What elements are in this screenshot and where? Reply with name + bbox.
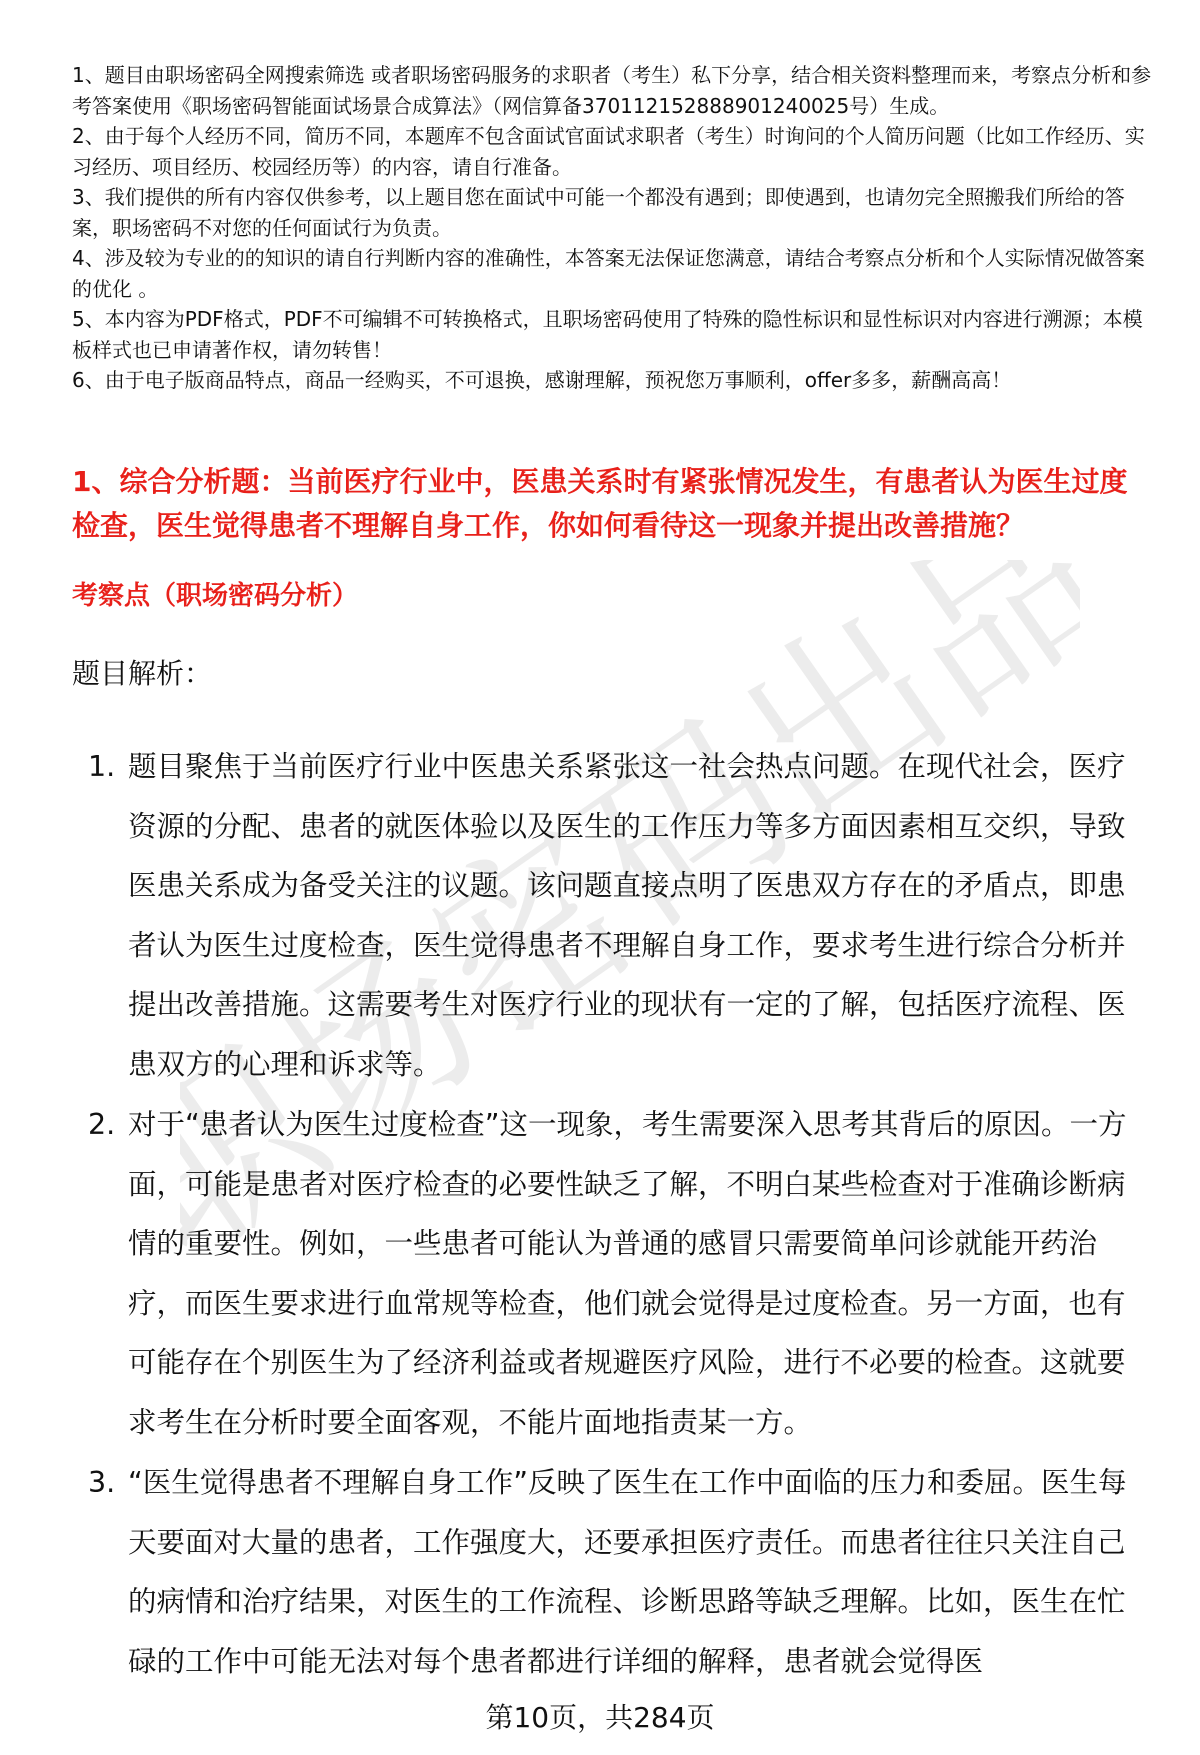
analysis-item	[72, 737, 1152, 1094]
question-heading: 1、综合分析题：当前医疗行业中，医患关系时有紧张情况发生，有患者认为医生过度检查，医生觉得患者不理解自身工作，你如何看待这一现象并提出改善措施？	[72, 465, 1128, 542]
kaocha-heading: 考察点（职场密码分析）	[72, 581, 359, 611]
analysis-item	[72, 1095, 1152, 1452]
page-footer: 第10页，共284页	[485, 1701, 715, 1734]
notice-item: 1、题目由职场密码全网搜索筛选 或者职场密码服务的求职者（考生）私下分享，结合相关资料整理而来，考察点分析和参考答案使用《职场密码智能面试场景合成算法》（网信算备370112152888901240025号）生成。	[72, 63, 1152, 118]
analysis-item-text: 题目聚焦于当前医疗行业中医患关系紧张这一社会热点问题。在现代社会，医疗资源的分配、患者的就医体验以及医生的工作压力等多方面因素相互交织，导致医患关系成为备受关注的议题。该问题直接点明了医患双方存在的矛盾点，即患者认为医生过度检查，医生觉得患者不理解自身工作，要求考生进行综合分析并提出改善措施。这需要考生对医疗行业的现状有一定的了解，包括医疗流程、医患双方的心理和诉求等。	[128, 750, 1126, 1081]
analysis-item-text: “医生觉得患者不理解自身工作”反映了医生在工作中面临的压力和委屈。医生每天要面对大量的患者，工作强度大，还要承担医疗责任。而患者往往只关注自己的病情和治疗结果，对医生的工作流程、诊断思路等缺乏理解。比如，医生在忙碌的工作中可能无法对每个患者都进行详细的解释，患者就会觉得医	[128, 1466, 1127, 1678]
analysis-item-text: 对于“患者认为医生过度检查”这一现象，考生需要深入思考其背后的原因。一方面，可能是患者对医疗检查的必要性缺乏了解，不明白某些检查对于准确诊断病情的重要性。例如，一些患者可能认为普通的感冒只需要简单问诊就能开药治疗，而医生要求进行血常规等检查，他们就会觉得是过度检查。另一方面，也有可能存在个别医生为了经济利益或者规避医疗风险，进行不必要的检查。这就要求考生在分析时要全面客观，不能片面地指责某一方。	[128, 1108, 1127, 1439]
analysis-item-number: 2.	[88, 1108, 116, 1141]
watermark-text: 职场密码出品	[180, 560, 1080, 1260]
notice-item: 3、我们提供的所有内容仅供参考，以上题目您在面试中可能一个都没有遇到；即使遇到，也请勿完全照搬我们所给的答案，职场密码不对您的任何面试行为负责。	[72, 185, 1125, 240]
notice-item: 2、由于每个人经历不同，简历不同，本题库不包含面试官面试求职者（考生）时询问的个人简历问题（比如工作经历、实习经历、项目经历、校园经历等）的内容，请自行准备。	[72, 124, 1145, 179]
analysis-item	[72, 1453, 1152, 1691]
notice-item: 6、由于电子版商品特点，商品一经购买，不可退换，感谢理解，预祝您万事顺利，offer多多，薪酬高高！	[72, 368, 1012, 392]
analysis-list	[72, 737, 1152, 1692]
notice-block	[72, 60, 1162, 396]
notice-item: 4、涉及较为专业的的知识的请自行判断内容的准确性，本答案无法保证您满意，请结合考察点分析和个人实际情况做答案的优化 。	[72, 246, 1145, 301]
analysis-label: 题目解析：	[72, 657, 213, 690]
analysis-item-number: 3.	[88, 1466, 116, 1499]
analysis-item-number: 1.	[88, 750, 116, 783]
notice-item: 5、本内容为PDF格式，PDF不可编辑不可转换格式，且职场密码使用了特殊的隐性标识和显性标识对内容进行溯源；本模板样式也已申请著作权，请勿转售！	[72, 307, 1143, 362]
